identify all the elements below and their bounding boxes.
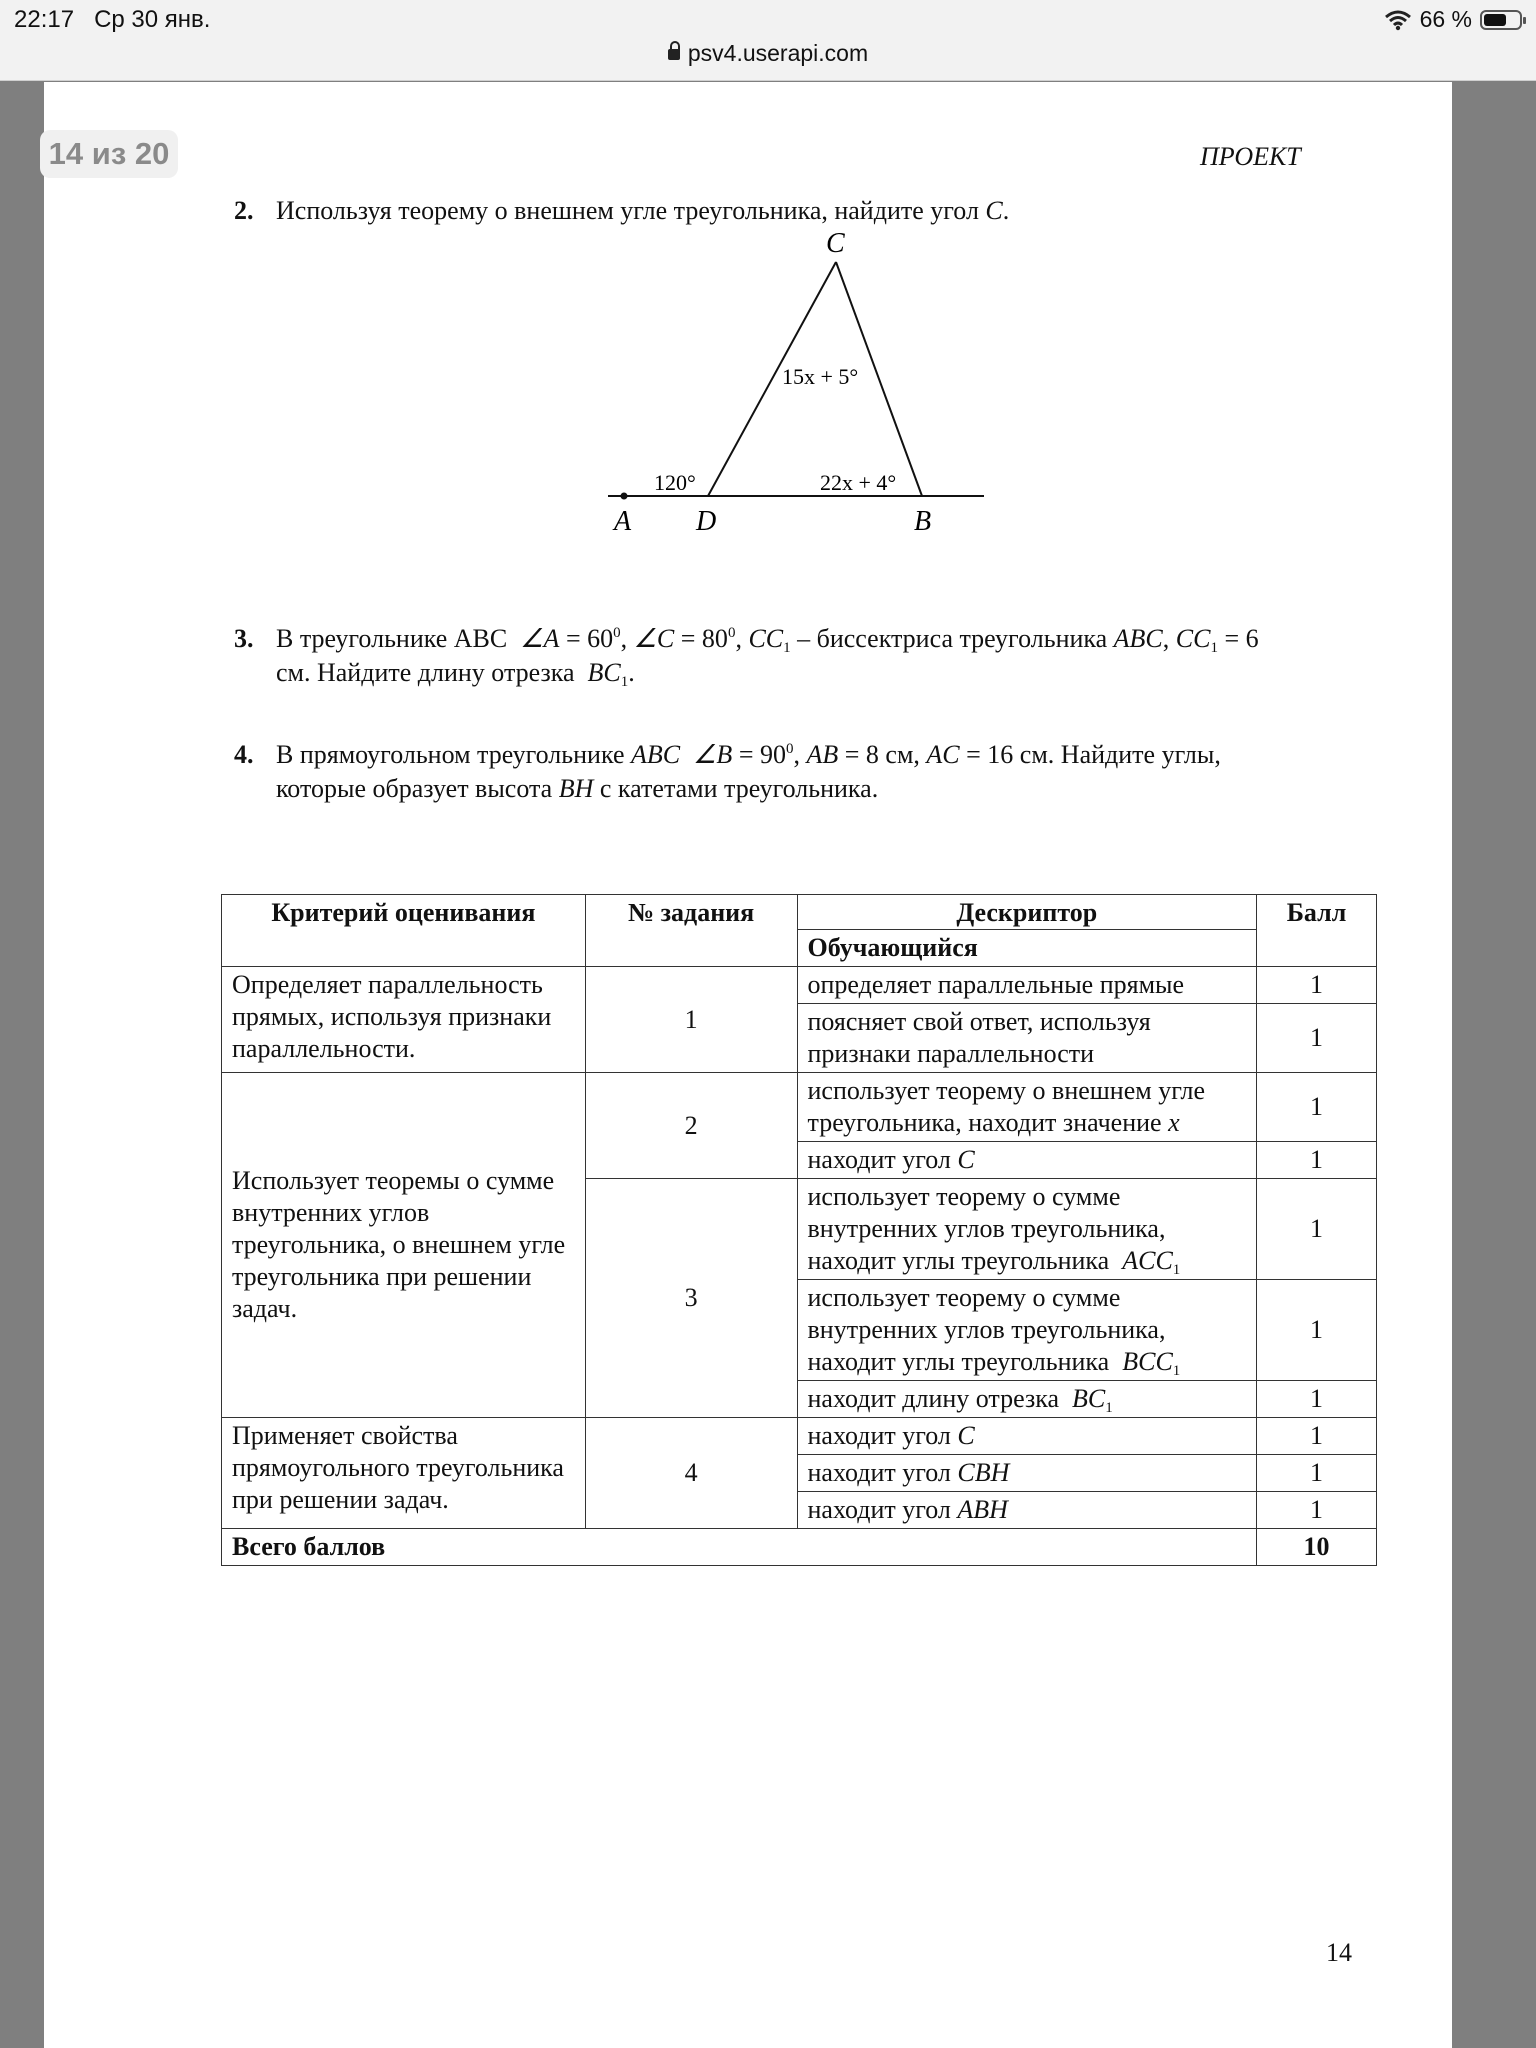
descriptor-6-sub: 1 — [1172, 1363, 1181, 1379]
descriptor-9-var: CBH — [957, 1458, 1010, 1487]
address-bar[interactable] — [0, 40, 1536, 67]
t4-angle-b: ∠B — [693, 740, 733, 769]
battery-icon — [1480, 10, 1522, 30]
score-5: 1 — [1257, 1179, 1377, 1280]
t3-deg1: 0 — [613, 625, 621, 641]
t4-comma: , — [793, 740, 800, 769]
t3-comma2: , — [735, 624, 742, 653]
header-descriptor: Дескриптор — [797, 895, 1257, 930]
t4-p1: В прямоугольном треугольнике — [276, 740, 625, 769]
descriptor-5-var: ACC — [1122, 1246, 1173, 1275]
descriptor-3-var: x — [1168, 1108, 1180, 1137]
descriptor-4 — [797, 1142, 1257, 1179]
clock: 22:17 — [14, 6, 75, 33]
criterion-1: Определяет параллельность прямых, используя признаки параллельности. — [222, 967, 586, 1073]
t4-abc: ABC — [631, 740, 681, 769]
score-4: 1 — [1257, 1142, 1377, 1179]
descriptor-4-text: находит угол — [807, 1145, 951, 1174]
task-number-4: 4 — [585, 1418, 797, 1529]
draft-stamp: ПРОЕКТ — [1200, 142, 1301, 171]
t4-line2a: которые образует высота — [276, 774, 553, 803]
score-10: 1 — [1257, 1492, 1377, 1529]
score-8: 1 — [1257, 1418, 1377, 1455]
score-7: 1 — [1257, 1381, 1377, 1418]
descriptor-10-text: находит угол — [807, 1495, 951, 1524]
t3-end: . — [628, 658, 635, 687]
task-number-3: 3 — [585, 1179, 797, 1418]
vertex-a-label: A — [614, 506, 632, 537]
triangle-figure — [604, 228, 988, 540]
task-2-end: . — [1002, 196, 1010, 225]
table-row — [222, 1418, 1377, 1455]
t3-eq80: = 80 — [674, 624, 728, 653]
t3-comma3: , — [1162, 624, 1170, 653]
total-value: 10 — [1257, 1529, 1377, 1566]
t4-ac: AC — [926, 740, 960, 769]
total-label: Всего баллов — [222, 1529, 1257, 1566]
score-9: 1 — [1257, 1455, 1377, 1492]
score-6: 1 — [1257, 1280, 1377, 1381]
descriptor-8-text: находит угол — [807, 1421, 951, 1450]
descriptor-3-text: использует теорему о внешнем угле треугольника, находит значение — [807, 1076, 1206, 1137]
lock-icon — [668, 49, 680, 60]
t3-eq60: = 60 — [559, 624, 614, 653]
descriptor-8 — [797, 1418, 1257, 1455]
descriptor-9-text: находит угол — [807, 1458, 951, 1487]
vertex-d-label: D — [696, 506, 717, 537]
vertex-b-label: B — [914, 506, 932, 537]
descriptor-7-text: находит длину отрезка — [807, 1384, 1060, 1413]
status-bar — [0, 0, 1536, 81]
header-task-number: № задания — [585, 895, 797, 967]
t3-cc1: CC — [748, 624, 784, 653]
t3-line2: см. Найдите длину отрезка — [276, 658, 575, 687]
descriptor-6-var: BCC — [1122, 1347, 1173, 1376]
exterior-angle-d: 120° — [654, 470, 696, 495]
criterion-2: Использует теоремы о сумме внутренних углов треугольника, о внешнем угле треугольника при решении задач. — [222, 1073, 586, 1418]
descriptor-5-sub: 1 — [1172, 1262, 1181, 1278]
header-learner: Обучающийся — [797, 930, 1257, 967]
t3-bc: BC — [587, 658, 621, 687]
t4-line2b: с катетами треугольника. — [599, 774, 879, 803]
t4-ac-val: = 16 см. Найдите углы, — [959, 740, 1221, 769]
task-text — [276, 738, 1406, 806]
task-number: 3. — [234, 624, 254, 653]
angle-c-expression: 15x + 5° — [782, 364, 859, 389]
table-header-row — [222, 895, 1377, 930]
t4-deg: 0 — [785, 741, 794, 757]
point-a — [621, 493, 628, 500]
criterion-3: Применяет свойства прямоугольного треугольника при решении задач. — [222, 1418, 586, 1529]
t3-sub-b: 1 — [1210, 640, 1218, 656]
t4-ab-val: = 8 см, — [838, 740, 920, 769]
descriptor-10-var: ABH — [957, 1495, 1008, 1524]
descriptor-7-sub: 1 — [1105, 1400, 1113, 1416]
descriptor-8-var: C — [957, 1421, 975, 1450]
task-number: 2. — [234, 196, 254, 225]
task-2-text: Используя теорему о внешнем угле треугольника, найдите угол — [276, 196, 979, 225]
t3-angle-c: ∠C — [633, 624, 675, 653]
status-time-date — [14, 6, 210, 34]
table-row — [222, 1073, 1377, 1142]
t4-eq90: = 90 — [732, 740, 786, 769]
task-number-2: 2 — [585, 1073, 797, 1179]
descriptor-3 — [797, 1073, 1257, 1142]
descriptor-1: определяет параллельные прямые — [797, 967, 1257, 1004]
t3-comma1: , — [620, 624, 628, 653]
battery-percent: 66 % — [1419, 6, 1472, 32]
t3-abc: ABC — [1113, 624, 1163, 653]
descriptor-2: поясняет свой ответ, используя признаки параллельности — [797, 1004, 1257, 1073]
assessment-rubric-table — [221, 894, 1377, 1566]
descriptor-5-text: использует теорему о сумме внутренних углов треугольника, находит углы треугольника — [807, 1182, 1166, 1275]
page-number: 14 — [1326, 1938, 1352, 1967]
descriptor-6 — [797, 1280, 1257, 1381]
table-row — [222, 967, 1377, 1004]
task-number: 4. — [234, 740, 254, 769]
page-counter: 14 из 20 — [40, 130, 178, 178]
score-2: 1 — [1257, 1004, 1377, 1073]
descriptor-6-text: использует теорему о сумме внутренних углов треугольника, находит углы треугольника — [807, 1283, 1166, 1376]
t3-deg2: 0 — [727, 625, 736, 641]
descriptor-4-var: C — [957, 1145, 975, 1174]
t3-angle-a: ∠A — [520, 624, 560, 653]
battery-fill — [1484, 14, 1506, 26]
score-1: 1 — [1257, 967, 1377, 1004]
t3-sub-a: 1 — [783, 640, 791, 656]
triangle-diagram — [604, 228, 988, 540]
t4-bh: BH — [558, 774, 594, 803]
wifi-icon — [1384, 9, 1412, 31]
url-text: psv4.userapi.com — [687, 40, 869, 66]
descriptor-7-var: BC — [1072, 1384, 1106, 1413]
header-criterion: Критерий оценивания — [222, 895, 586, 967]
angle-b-expression: 22x + 4° — [820, 470, 897, 495]
t3-sub-c: 1 — [620, 674, 629, 690]
t3-cc2: CC — [1175, 624, 1211, 653]
descriptor-10 — [797, 1492, 1257, 1529]
task-text — [276, 622, 1406, 690]
t3-p1: В треугольнике ABC — [276, 624, 508, 653]
total-row — [222, 1529, 1377, 1566]
task-number-1: 1 — [585, 967, 797, 1073]
t3-eq6: = 6 — [1217, 624, 1259, 653]
task-2-angle: C — [985, 196, 1003, 225]
header-score: Балл — [1257, 895, 1377, 967]
descriptor-5 — [797, 1179, 1257, 1280]
date: Ср 30 янв. — [94, 6, 211, 33]
descriptor-9 — [797, 1455, 1257, 1492]
task-text — [276, 194, 1406, 228]
vertex-c-label: C — [826, 228, 845, 259]
status-right — [1384, 6, 1522, 33]
score-3: 1 — [1257, 1073, 1377, 1142]
t3-dash: – биссектриса треугольника — [790, 624, 1108, 653]
t4-ab: AB — [806, 740, 839, 769]
descriptor-7 — [797, 1381, 1257, 1418]
